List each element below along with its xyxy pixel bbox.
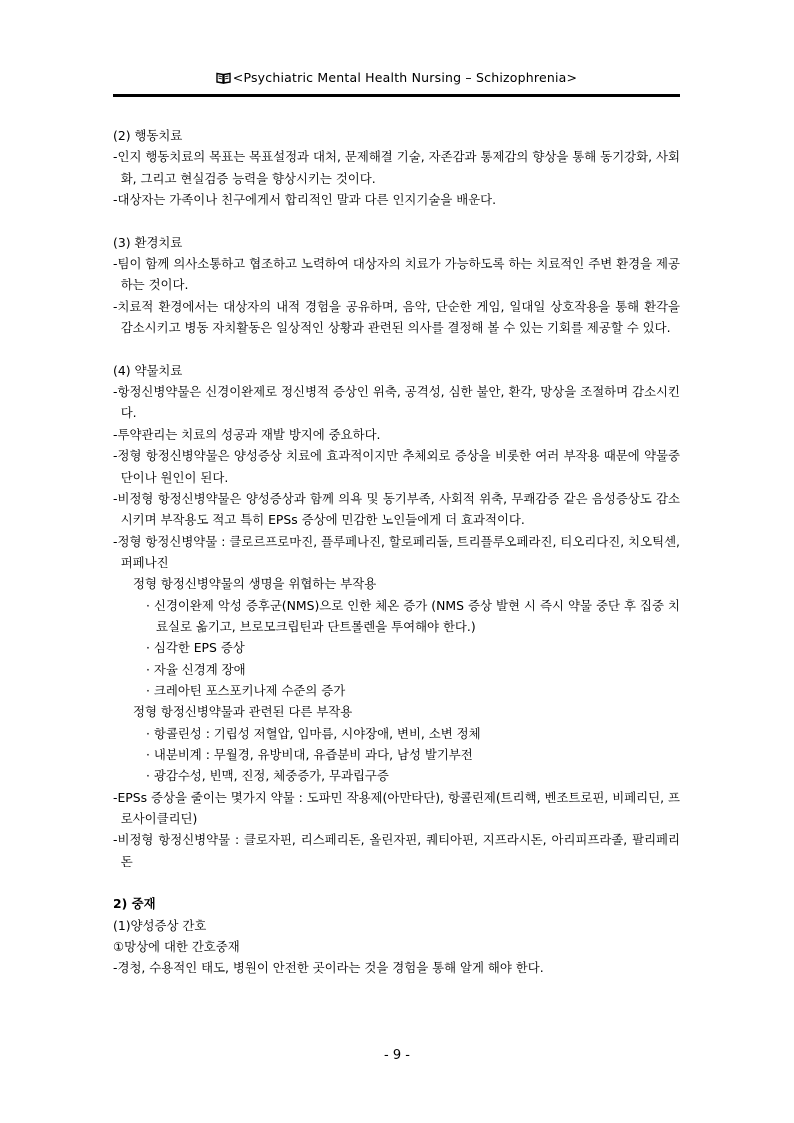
page-number: - 9 - [384,1048,410,1063]
subheading: 정형 항정신병약물과 관련된 다른 부작용 [133,704,353,720]
paragraph: -대상자는 가족이나 친구에게서 합리적인 말과 다른 인지기술을 배운다. [113,192,497,208]
list-item: · 자율 신경계 장애 [146,661,246,677]
paragraph: -투약관리는 치료의 성공과 재발 방지에 중요하다. [113,426,381,442]
list-item: · 크레아틴 포스포키나제 수준의 증가 [146,682,346,698]
paragraph: -정형 항정신병약물 : 클로르프로마진, 플루페나진, 할로페리돌, 트리플루오페라진, 티오리다진, 치오틱센, 퍼페나진 [113,533,680,570]
list-item: · 항콜린성 : 기립성 저혈압, 입마름, 시야장애, 변비, 소변 정체 [146,725,481,741]
section-heading-behavior-therapy: (2) 행동치료 [113,128,183,143]
paragraph: -EPSs 증상을 줄이는 몇가지 약물 : 도파민 작용제(아만타단), 항콜린제(트리핵, 벤조트로핀, 비페리딘, 프로사이클리딘) [113,789,680,826]
open-book-icon [216,72,231,87]
paragraph: -팀이 함께 의사소통하고 협조하고 노력하여 대상자의 치료가 가능하도록 하는 치료적인 주변 환경을 제공하는 것이다. [113,256,680,293]
running-header [113,70,680,87]
paragraph: -경청, 수용적인 태도, 병원이 안전한 곳이라는 것을 경험을 통해 알게 해야 한다. [113,960,544,976]
list-item: · 신경이완제 악성 증후군(NMS)으로 인한 체온 증가 (NMS 증상 발현 시 즉시 약물 중단 후 집중 치 료실로 옮기고, 브로모크립틴과 단트롤렌을 투여해야 한다.) [146,597,680,634]
section-heading-intervention: 2) 중재 [113,896,156,912]
paragraph: -인지 행동치료의 목표는 목표설정과 대처, 문제해결 기술, 자존감과 통제감의 향상을 통해 동기강화, 사회화, 그리고 현실검증 능력을 향상시키는 것이다. [113,149,680,186]
paragraph: -비정형 항정신병약물 : 클로자핀, 리스페리돈, 올린자핀, 퀘티아핀, 지프라시돈, 아리피프라졸, 팔리페리돈 [113,832,680,869]
list-item: · 내분비계 : 무월경, 유방비대, 유즙분비 과다, 남성 발기부전 [146,746,473,762]
page-content [113,125,680,979]
list-item: · 심각한 EPS 증상 [146,640,245,656]
header-rule [113,94,680,97]
subheading: 정형 항정신병약물의 생명을 위협하는 부작용 [133,576,377,592]
subheading: ①망상에 대한 간호중재 [113,939,240,955]
header-title: <Psychiatric Mental Health Nursing – Schizophrenia> [232,70,578,85]
paragraph: -비정형 항정신병약물은 양성증상과 함께 의욕 및 동기부족, 사회적 위축, 무쾌감증 같은 음성증상도 감소시키며 부작용도 적고 특히 EPSs 증상에 민감한 노인들에게 더 효과적이다. [113,490,680,528]
paragraph: -정형 항정신병약물은 양성증상 치료에 효과적이지만 추체외로 증상을 비롯한 여러 부작용 때문에 약물중단이나 원인이 된다. [113,448,680,485]
list-item: · 광감수성, 빈맥, 진정, 체중증가, 무과립구증 [146,768,389,784]
subheading: (1)양성증상 간호 [113,917,207,933]
section-heading-milieu-therapy: (3) 환경치료 [113,234,183,250]
paragraph: -치료적 환경에서는 대상자의 내적 경험을 공유하며, 음악, 단순한 게임, 일대일 상호작용을 통해 환각을 감소시키고 병동 자치활동은 일상적인 상황과 관련된 의사를 결정해 볼 수 있는 기회를 제공할 수 있다. [113,298,680,336]
paragraph: -항정신병약물은 신경이완제로 정신병적 증상인 위축, 공격성, 심한 불안, 환각, 망상을 조절하며 감소시킨다. [113,384,680,421]
section-heading-drug-therapy: (4) 약물치료 [113,362,183,378]
